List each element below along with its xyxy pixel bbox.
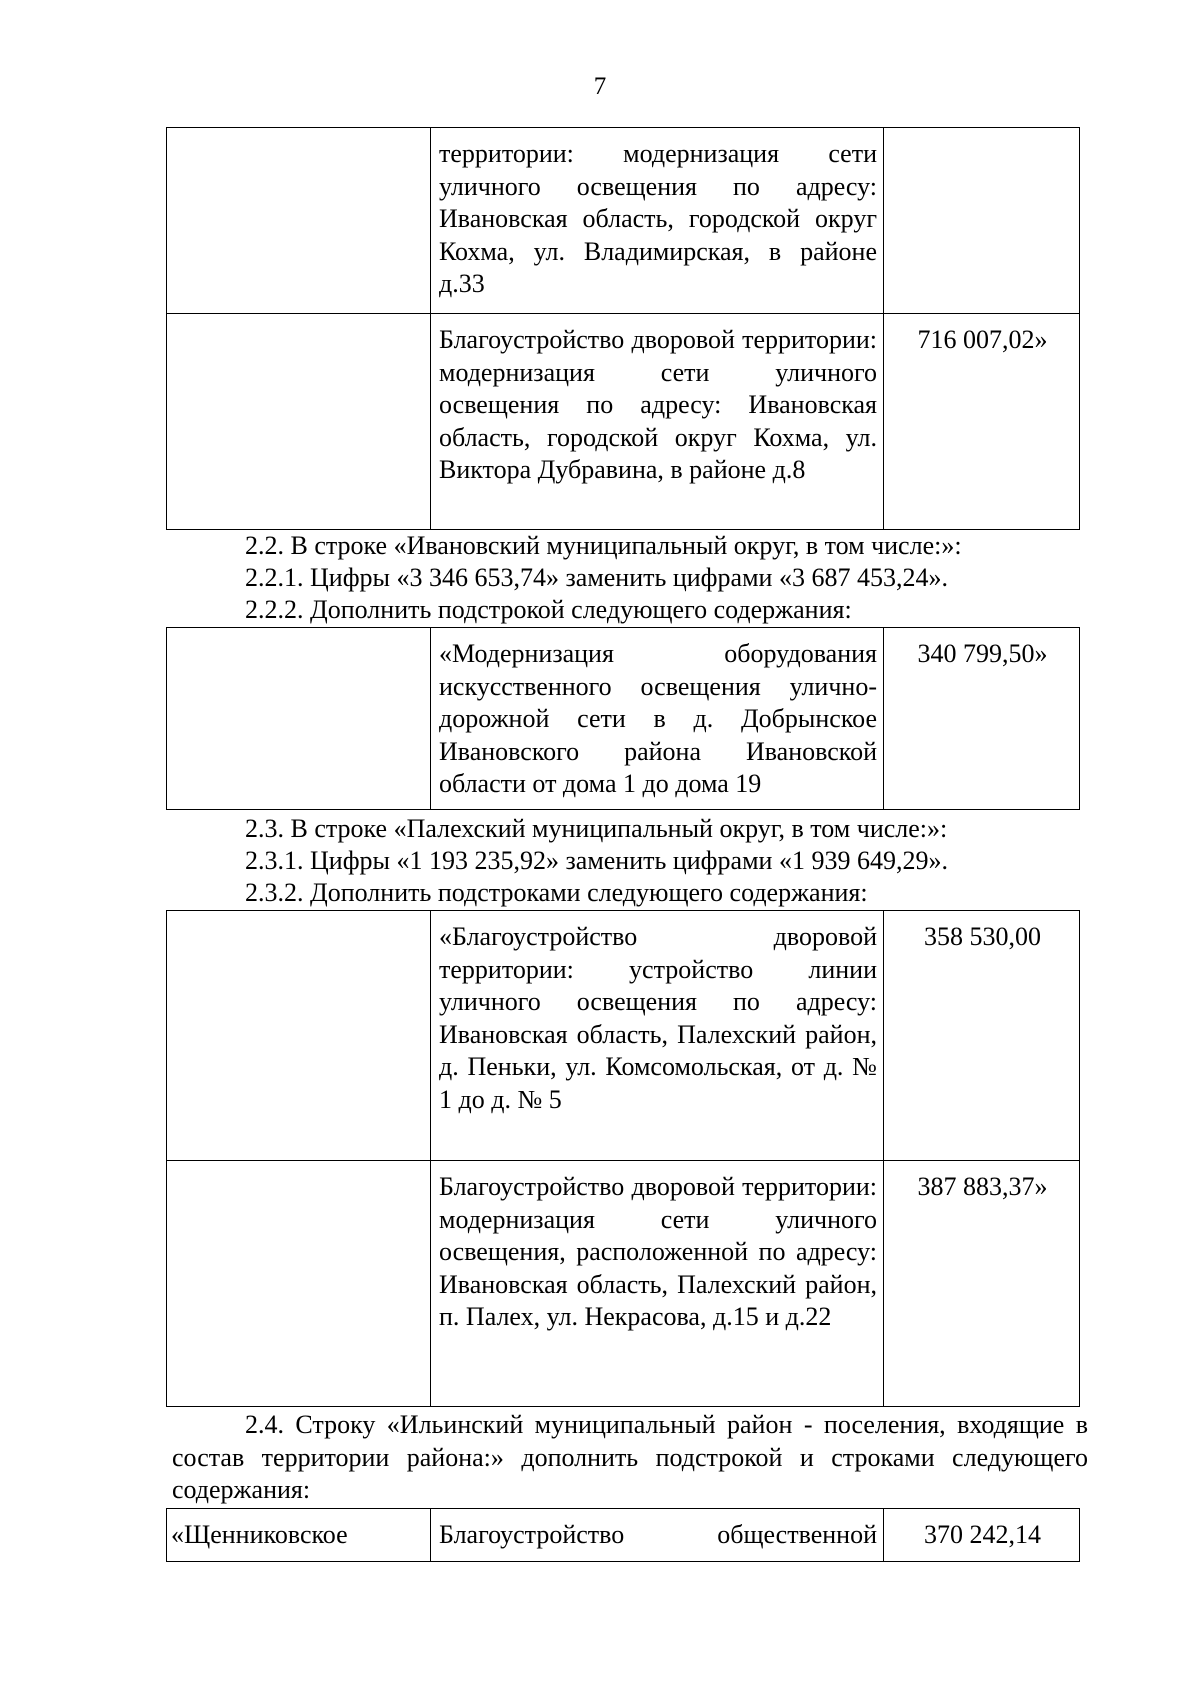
table-palekh [166,910,1080,1407]
table-row [167,314,1080,530]
table-kokhma [166,127,1080,530]
table-ivanovsky [166,627,1080,810]
paragraph-2-2: 2.2. В строке «Ивановский муниципальный округ, в том числе:»: [245,531,962,560]
description-cell: Благоустройство общественной [431,1509,884,1562]
description-cell: Благоустройство дворовой территории: модернизация сети уличного освещения по адресу: Ивановская область, городской округ Кохма, ул. Виктора Дубравина, в районе д.8 [431,314,884,530]
municipality-cell [167,628,431,810]
amount-cell: 340 799,50» [884,628,1080,810]
municipality-cell: «Щенниковское [167,1509,431,1562]
amount-cell [884,128,1080,314]
paragraph-2-2-1: 2.2.1. Цифры «3 346 653,74» заменить цифрами «3 687 453,24». [245,563,948,592]
paragraph-2-3: 2.3. В строке «Палехский муниципальный округ, в том числе:»: [245,814,948,843]
municipality-cell [167,911,431,1161]
description-cell: «Модернизация оборудования искусственного освещения улично-дорожной сети в д. Добрынское Ивановского района Ивановской области от дома 1 до дома 19 [431,628,884,810]
amount-cell: 370 242,14 [884,1509,1080,1562]
municipality-cell [167,1161,431,1407]
table-row [167,1161,1080,1407]
paragraph-2-3-1: 2.3.1. Цифры «1 193 235,92» заменить цифрами «1 939 649,29». [245,846,948,875]
table-row [167,1509,1080,1562]
table-row [167,128,1080,314]
paragraph-2-4: 2.4. Строку «Ильинский муниципальный район - поселения, входящие в состав территории района:» дополнить подстрокой и строками следующего содержания: [172,1410,1088,1504]
description-cell: Благоустройство дворовой территории: модернизация сети уличного освещения, расположенной по адресу: Ивановская область, Палехский район, п. Палех, ул. Некрасова, д.15 и д.22 [431,1161,884,1407]
description-cell: территории: модернизация сети уличного освещения по адресу: Ивановская область, городской округ Кохма, ул. Владимирская, в районе д.33 [431,128,884,314]
amount-cell: 387 883,37» [884,1161,1080,1407]
table-row [167,911,1080,1161]
municipality-cell [167,128,431,314]
amount-cell: 358 530,00 [884,911,1080,1161]
page-number: 7 [593,73,607,100]
description-cell: «Благоустройство дворовой территории: устройство линии уличного освещения по адресу: Ивановская область, Палехский район, д. Пеньки, ул. Комсомольская, от д. № 1 до д. № 5 [431,911,884,1161]
amount-cell: 716 007,02» [884,314,1080,530]
table-row [167,628,1080,810]
table-ilyinsky [166,1508,1080,1562]
municipality-cell [167,314,431,530]
paragraph-2-2-2: 2.2.2. Дополнить подстрокой следующего содержания: [245,595,852,624]
paragraph-2-3-2: 2.3.2. Дополнить подстроками следующего содержания: [245,878,868,907]
